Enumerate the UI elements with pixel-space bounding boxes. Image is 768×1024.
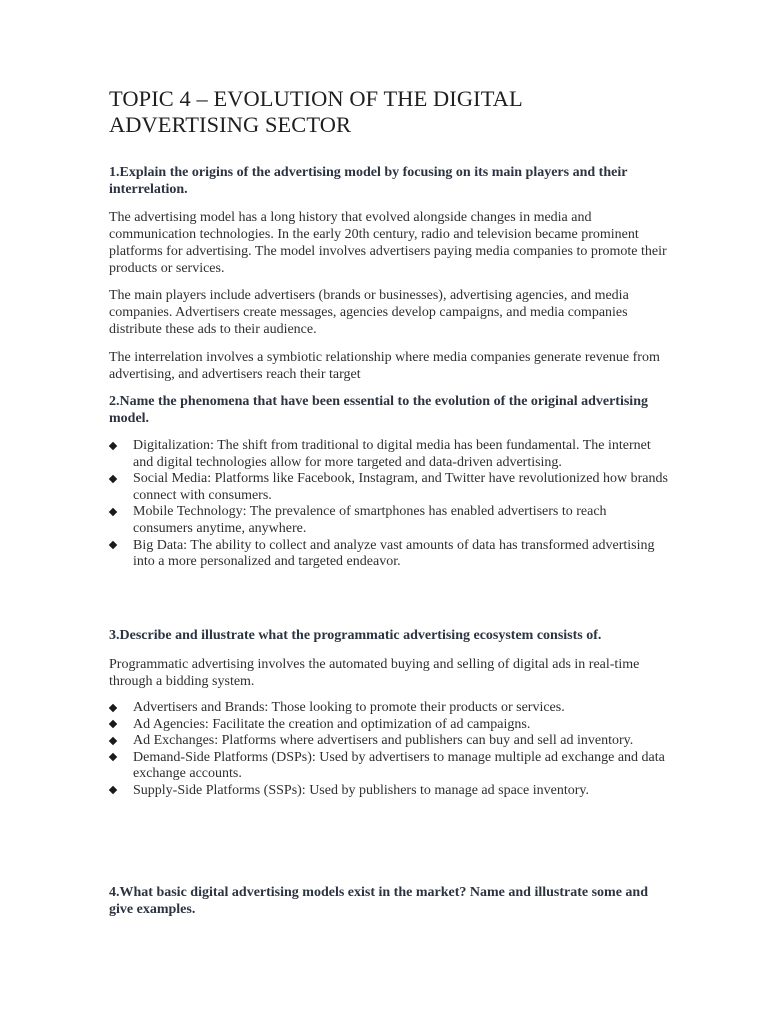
diamond-bullet-icon xyxy=(109,441,117,449)
diamond-bullet-icon xyxy=(109,736,117,744)
list-item xyxy=(109,783,669,800)
list-item xyxy=(109,471,669,504)
list-item-text: Supply-Side Platforms (SSPs): Used by publishers to manage ad space inventory. xyxy=(133,782,589,798)
diamond-bullet-icon xyxy=(109,541,117,549)
list-item-text: Digitalization: The shift from traditional to digital media has been fundamental. The internet and digital technologies allow for more targeted and data-driven advertising. xyxy=(133,438,651,470)
diamond-bullet-icon xyxy=(109,703,117,711)
list-item-text: Ad Agencies: Facilitate the creation and optimization of ad campaigns. xyxy=(133,716,531,732)
list-item xyxy=(109,700,669,717)
list-item xyxy=(109,538,669,571)
list-item-text: Advertisers and Brands: Those looking to promote their products or services. xyxy=(133,700,565,715)
title-line-1: TOPIC 4 – EVOLUTION OF THE DIGITAL xyxy=(109,86,523,111)
question-3-heading: 3.Describe and illustrate what the programmatic advertising ecosystem consists of. xyxy=(109,628,602,643)
diamond-bullet-icon xyxy=(109,786,117,794)
list-item-text: Demand-Side Platforms (DSPs): Used by advertisers to manage multiple ad exchange and data exchange accounts. xyxy=(133,749,665,782)
section-1-paragraph-2: The main players include advertisers (brands or businesses), advertising agencies, and media companies. Advertisers create messages, agencies develop campaigns, and media companies distribute these ads to their audience. xyxy=(109,288,629,337)
list-item xyxy=(109,717,669,734)
phenomena-list xyxy=(109,438,669,571)
list-item-text: Big Data: The ability to collect and analyze vast amounts of data has transformed advertising into a more personalized and targeted endeavor. xyxy=(133,537,655,570)
ecosystem-list xyxy=(109,700,669,800)
title-line-2: ADVERTISING SECTOR xyxy=(109,112,351,137)
question-4-heading: 4.What basic digital advertising models exist in the market? Name and illustrate some and give examples. xyxy=(109,885,648,917)
diamond-bullet-icon xyxy=(109,720,117,728)
diamond-bullet-icon xyxy=(109,508,117,516)
page-title xyxy=(109,86,669,138)
list-item-text: Mobile Technology: The prevalence of smartphones has enabled advertisers to reach consumers anytime, anywhere. xyxy=(133,504,607,536)
list-item xyxy=(109,733,669,750)
list-item-text: Ad Exchanges: Platforms where advertisers and publishers can buy and sell ad inventory. xyxy=(133,733,634,749)
section-3-paragraph-1: Programmatic advertising involves the automated buying and selling of digital ads in real-time through a bidding system. xyxy=(109,657,640,689)
question-1-heading: 1.Explain the origins of the advertising model by focusing on its main players and their interrelation. xyxy=(109,165,628,197)
section-1-paragraph-3: The interrelation involves a symbiotic relationship where media companies generate revenue from advertising, and advertisers reach their target xyxy=(109,350,660,382)
list-item xyxy=(109,504,669,537)
section-1-paragraph-1: The advertising model has a long history that evolved alongside changes in media and communication technologies. In the early 20th century, radio and television became prominent platforms for advertising. The model involves advertisers paying media companies to promote their products or services. xyxy=(109,210,667,276)
list-item-text: Social Media: Platforms like Facebook, Instagram, and Twitter have revolutionized how brands connect with consumers. xyxy=(133,471,668,503)
list-item xyxy=(109,438,669,471)
diamond-bullet-icon xyxy=(109,474,117,482)
diamond-bullet-icon xyxy=(109,753,117,761)
question-2-heading: 2.Name the phenomena that have been essential to the evolution of the original advertising model. xyxy=(109,394,648,426)
list-item xyxy=(109,750,669,783)
